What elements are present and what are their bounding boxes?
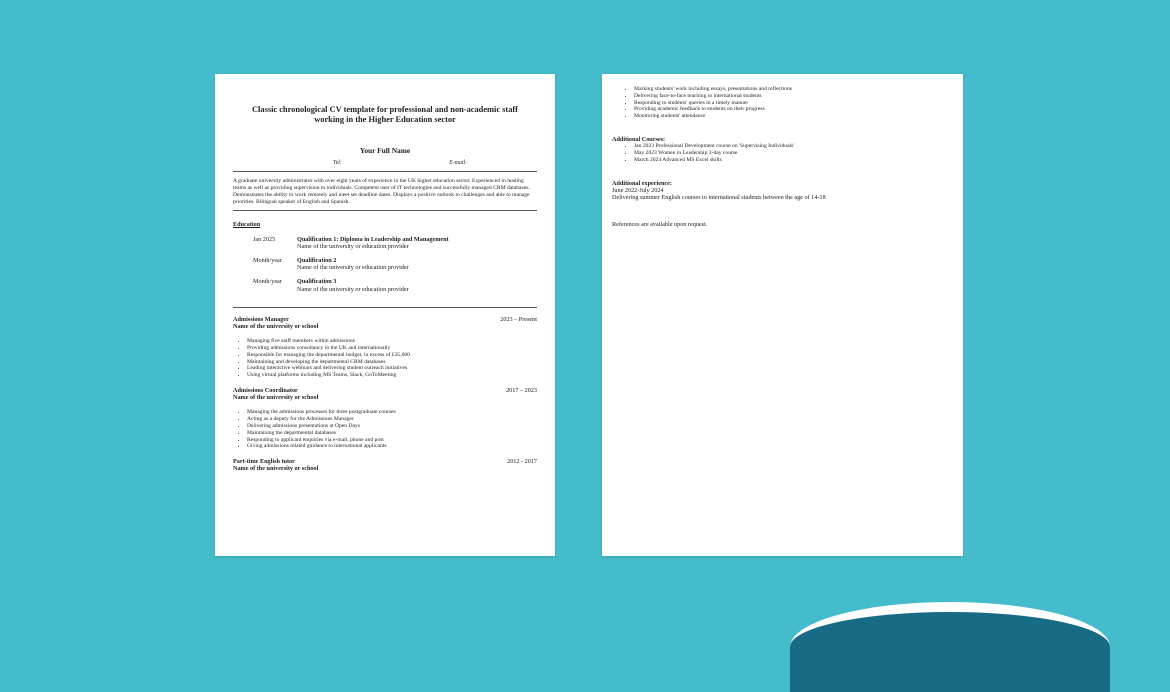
duty-item: • Providing admissions consultancy in the UK and internationally <box>247 345 537 352</box>
education-heading: Education <box>233 221 261 229</box>
education-date: Month/year <box>253 278 282 286</box>
job-header <box>233 316 537 323</box>
experience-list <box>233 316 537 473</box>
duty-item: • Delivering admissions presentations at Open Days <box>247 423 537 430</box>
job-duties <box>233 338 537 379</box>
additional-experience-text: Delivering summer English courses to international students between the age of 14-18 <box>612 193 826 201</box>
experience-section <box>612 180 953 202</box>
duty-item: • Using virtual platforms including MS Teams, Slack, GoToMeeting <box>247 372 537 379</box>
references-note: References are available upon request. <box>612 221 708 229</box>
tel-label: Tel: <box>333 160 342 167</box>
job-role: Admissions Coordinator <box>233 387 298 395</box>
education-details <box>297 278 409 292</box>
qualification-name: Qualification 3 <box>297 278 337 286</box>
divider <box>233 171 537 172</box>
continued-bullets <box>612 86 953 120</box>
courses-heading: Additional Courses: <box>612 135 666 143</box>
divider <box>233 210 537 211</box>
duty-item: • Maintaining and developing the departmental CRM databases <box>247 359 537 366</box>
course-item: • March 2024 Advanced MS Excel skills <box>634 157 953 164</box>
job-years: 2017 – 2023 <box>506 387 537 395</box>
courses-section <box>612 136 953 164</box>
education-provider: Name of the university or education provider <box>297 264 409 272</box>
duty-item: • Leading interactive webinars and delivering student outreach initiatives <box>247 365 537 372</box>
duty-item: • Monitoring students' attendance <box>634 113 953 120</box>
duty-item: • Responding to applicant enquiries via e-mail, phone and post <box>247 437 537 444</box>
course-item: • May 2023 Women in Leadership 3-day course <box>634 150 953 157</box>
qualification-name: Qualification 2 <box>297 257 337 265</box>
cv-title: Classic chronological CV template for professional and non-academic staff working in the Higher Education sector <box>252 105 518 124</box>
education-date: Jan 2025 <box>253 235 276 243</box>
additional-experience-dates: June 2022-July 2024 <box>612 186 664 194</box>
duty-item: • Giving admissions related guidance to international applicants <box>247 443 537 450</box>
education-entry <box>253 278 537 292</box>
duty-item: • Maintaining the departmental databases <box>247 430 537 437</box>
divider <box>233 307 537 308</box>
job-header <box>233 387 537 394</box>
decorative-wave <box>790 602 1110 692</box>
duty-item: • Marking students' work including essays, presentations and reflections <box>634 86 953 93</box>
course-item: • Jan 2023 Professional Development course on 'Supervising Individuals' <box>634 143 953 150</box>
job-entry <box>233 316 537 379</box>
job-duties <box>233 409 537 450</box>
education-provider: Name of the university or education provider <box>297 242 409 250</box>
cv-full-name: Your Full Name <box>359 146 411 155</box>
duty-item: • Managing the admissions processes for three postgraduate courses <box>247 409 537 416</box>
additional-experience-heading: Additional experience: <box>612 179 672 187</box>
job-years: 2012 - 2017 <box>507 458 537 466</box>
job-entry <box>233 387 537 450</box>
job-role: Admissions Manager <box>233 315 289 323</box>
email-label: E-mail: <box>449 160 467 167</box>
duty-item: • Providing academic feedback to students on their progress <box>634 106 953 113</box>
cv-page-2 <box>602 74 963 556</box>
job-years: 2023 – Present <box>500 315 537 323</box>
contact-line <box>233 160 537 167</box>
education-details <box>297 236 449 250</box>
duty-item: • Managing five staff members within admissions <box>247 338 537 345</box>
job-organisation: Name of the university or school <box>233 465 319 473</box>
job-organisation: Name of the university or school <box>233 394 319 402</box>
education-entry <box>253 257 537 271</box>
qualification-name: Qualification 1: Diploma in Leadership and Management <box>297 235 449 243</box>
duty-item: • Responding to students' queries in a timely manner <box>634 100 953 107</box>
job-organisation: Name of the university or school <box>233 323 319 331</box>
profile-summary: A graduate university administrator with over eight years of experience in the UK higher education sector. Experienced in leading teams as well as providing supervision to individuals. Competent user of IT technologies and successfully managed CRM databases. Demonstrates the ability to work remotely and meet set deadline dates. Displays a positive outlook to challenges and able to manage priorities. Bilingual speaker of English and Spanish. <box>233 178 530 206</box>
job-role: Part-time English tutor <box>233 458 295 466</box>
education-entry <box>253 236 537 250</box>
education-details <box>297 257 409 271</box>
courses-list <box>612 143 953 163</box>
education-list <box>233 236 537 293</box>
cv-page-1 <box>215 74 555 556</box>
duty-item: • Delivering face-to-face teaching to international students <box>634 93 953 100</box>
job-entry <box>233 458 537 472</box>
job-header <box>233 458 537 465</box>
duty-item: • Acting as a deputy for the Admissions Manager <box>247 416 537 423</box>
education-provider: Name of the university or education provider <box>297 285 409 293</box>
education-date: Month/year <box>253 257 282 265</box>
duty-item: • Responsible for managing the departmental budget, in excess of £35,000 <box>247 352 537 359</box>
